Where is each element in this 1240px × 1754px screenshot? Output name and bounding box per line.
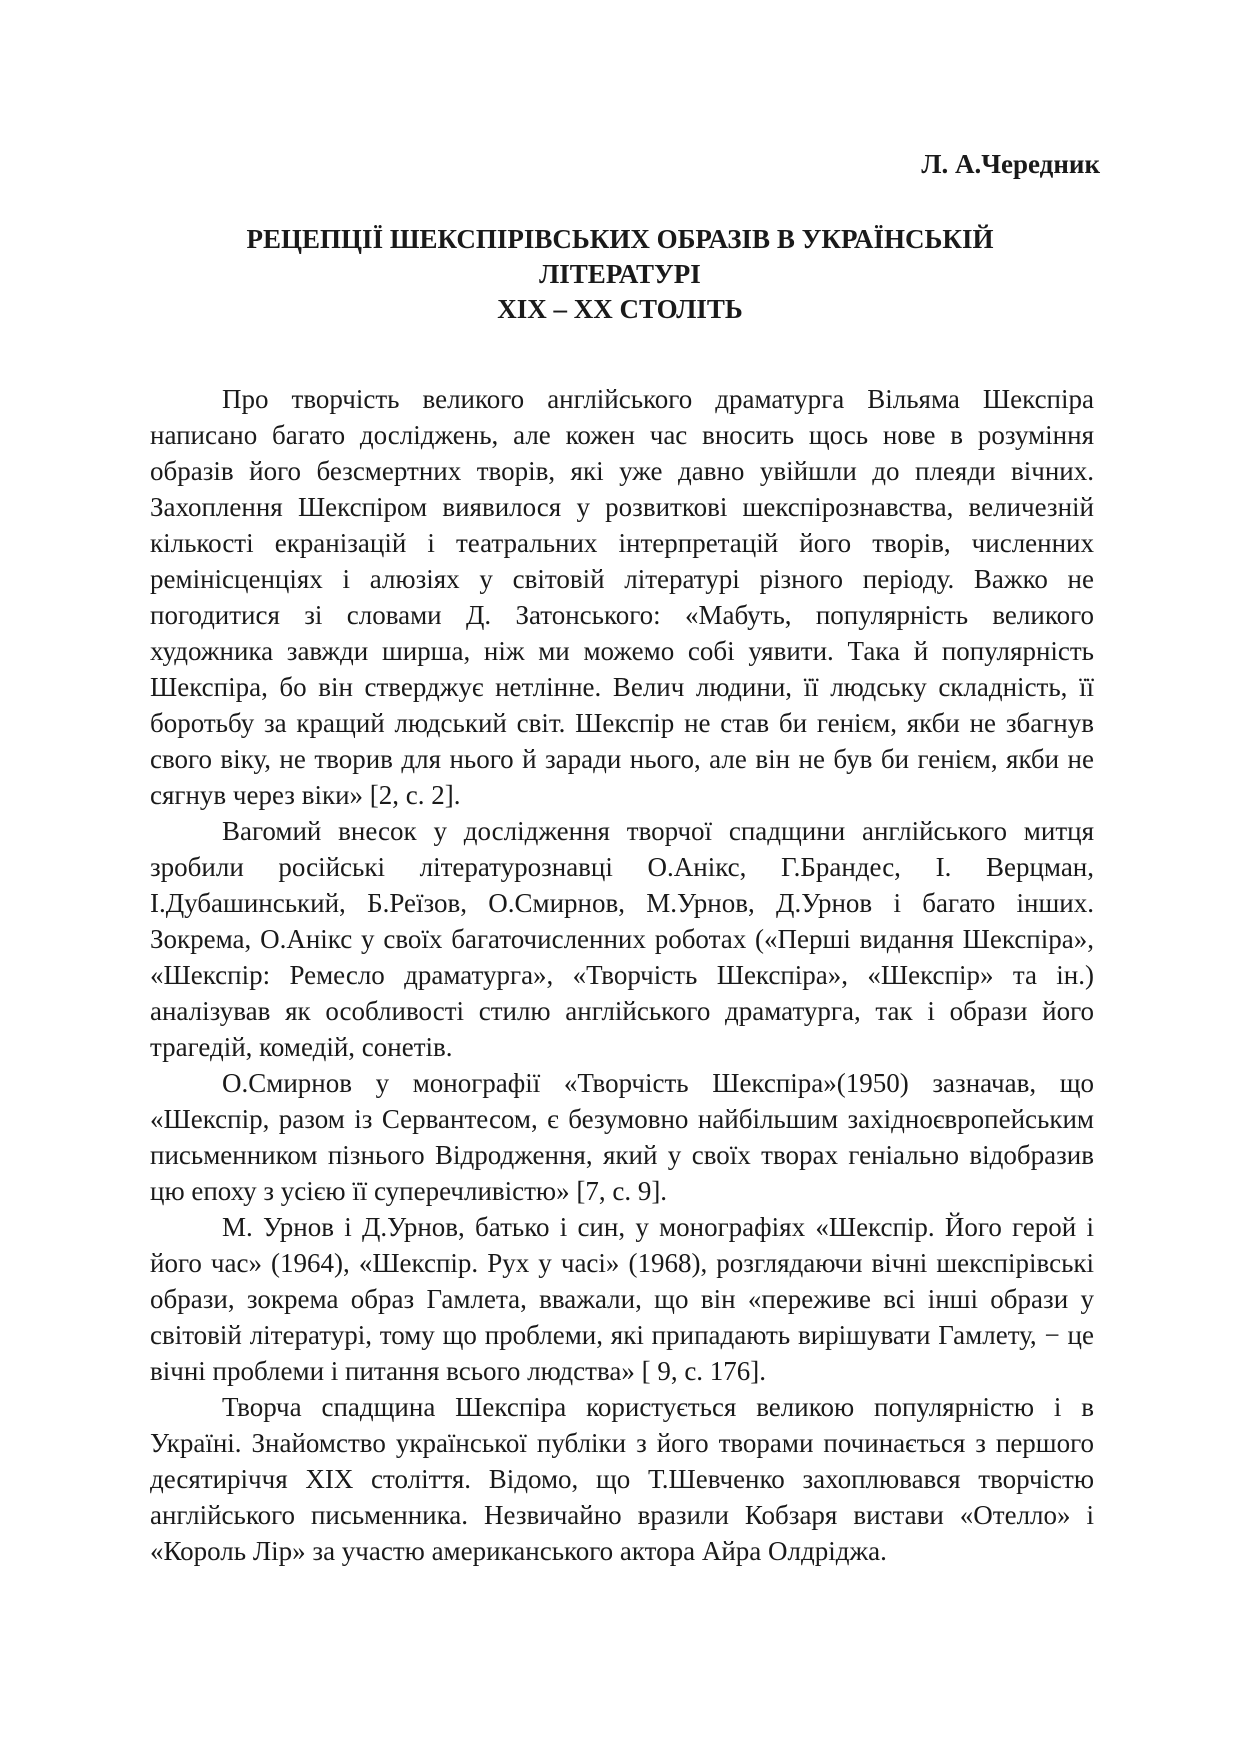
body-paragraph: Творча спадщина Шекспіра користується великою популярністю і в Україні. Знайомство української публіки з його творами починається з першого десятиріччя XIX століття. Відомо, що Т.Шевченко захоплювався творчістю англійського письменника. Незвичайно вразили Кобзаря вистави «Отелло» і «Король Лір» за участю американського актора Айра Олдріджа.: [150, 1392, 1094, 1566]
body-paragraph: Вагомий внесок у дослідження творчої спадщини англійського митця зробили російські літературознавці О.Анікс, Г.Брандес, І. Верцман, І.Дубашинський, Б.Реїзов, О.Смирнов, М.Урнов, Д.Урнов і багато інших. Зокрема, О.Анікс у своїх багаточисленних роботах («Перші видання Шекспіра», «Шекспір: Ремесло драматурга», «Творчість Шекспіра», «Шекспір» та ін.) аналізував як особливості стилю англійського драматурга, так і образи його трагедій, комедій, сонетів.: [150, 816, 1094, 1062]
title-line: ЛІТЕРАТУРІ: [539, 259, 701, 289]
article-body: [150, 381, 1094, 1569]
body-paragraph: О.Смирнов у монографії «Творчість Шекспіра»(1950) зазначав, що «Шекспір, разом із Сервантесом, є безумовно найбільшим західноєвропейським письменником пізнього Відродження, який у своїх творах геніально відобразив цю епоху з усією її суперечливістю» [7, с. 9].: [150, 1068, 1094, 1206]
body-paragraph: Про творчість великого англійського драматурга Вільяма Шекспіра написано багато досліджень, але кожен час вносить щось нове в розуміння образів його безсмертних творів, які уже давно увійшли до плеяди вічних. Захоплення Шекспіром виявилося у розвиткові шекспірознавства, величезній кількості екранізацій і театральних інтерпретацій його творів, численних ремінісценціях і алюзіях у світовій літературі різного періоду. Важко не погодитися зі словами Д. Затонського: «Мабуть, популярність великого художника завжди ширша, ніж ми можемо собі уявити. Така й популярність Шекспіра, бо він стверджує нетлінне. Велич людини, її людську складність, її боротьбу за кращий людський світ. Шекспір не став би генієм, якби не збагнув свого віку, не творив для нього й заради нього, але він не був би генієм, якби не сягнув через віки» [2, с. 2].: [150, 384, 1094, 810]
author-name: Л. А.Чередник: [921, 149, 1100, 179]
title-line: РЕЦЕПЦІЇ ШЕКСПІРІВСЬКИХ ОБРАЗІВ В УКРАЇНСЬКІЙ: [246, 224, 994, 254]
title-line: XIX – XX СТОЛІТЬ: [497, 294, 743, 324]
body-paragraph: М. Урнов і Д.Урнов, батько і син, у монографіях «Шекспір. Його герой і його час» (1964), «Шекспір. Рух у часі» (1968), розглядаючи вічні шекспірівські образи, зокрема образ Гамлета, вважали, що він «переживе всі інші образи у світовій літературі, тому що проблеми, які припадають вирішувати Гамлету, − це вічні проблеми і питання всього людства» [ 9, с. 176].: [150, 1212, 1094, 1386]
article-title: [140, 222, 1100, 327]
